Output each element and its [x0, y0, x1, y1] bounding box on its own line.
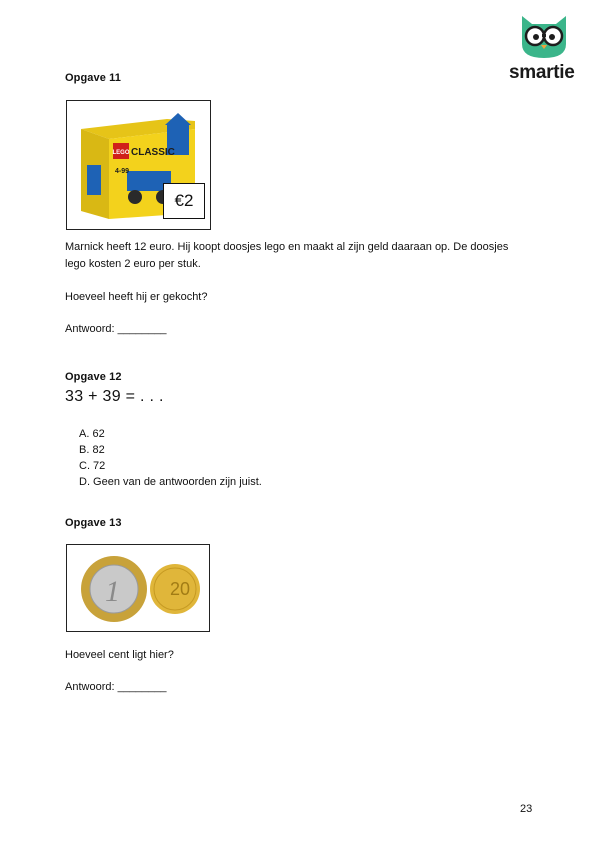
q12-option-d: D. Geen van de antwoorden zijn juist. [79, 476, 262, 488]
lego-age-text: 4-99 [115, 168, 130, 175]
q12-option-c: C. 72 [79, 460, 106, 472]
q11-text-line1: Marnick heeft 12 euro. Hij koopt doosjes lego en maakt al zijn geld daaraan op. De doosjes [65, 241, 509, 253]
q12-option-b: B. 82 [79, 444, 105, 456]
price-tag: €2 [163, 183, 205, 219]
q11-heading: Opgave 11 [65, 72, 121, 84]
q12-options [79, 426, 262, 490]
q13-question: Hoeveel cent ligt hier? [65, 649, 174, 661]
coins-image-frame [66, 544, 210, 632]
lego-brand-text: LEGO [112, 150, 130, 156]
q12-heading: Opgave 12 [65, 371, 122, 383]
coin2-value: 20 [170, 579, 191, 599]
q12-equation: 33 + 39 = . . . [65, 388, 164, 405]
owl-icon [518, 14, 570, 60]
lego-label-text: CLASSIC [131, 147, 175, 158]
q11-answer: Antwoord: ________ [65, 323, 167, 335]
q11-question: Hoeveel heeft hij er gekocht? [65, 291, 208, 303]
q12-option-a: A. 62 [79, 428, 105, 440]
logo-text: smartie [509, 62, 575, 83]
q11-text-line2: lego kosten 2 euro per stuk. [65, 258, 201, 270]
coin1-value: 1 [105, 575, 120, 608]
coins-image [67, 545, 209, 631]
q13-answer: Antwoord: ________ [65, 681, 167, 693]
lego-image-frame [66, 100, 211, 230]
page-number: 23 [520, 803, 533, 815]
q13-heading: Opgave 13 [65, 517, 122, 529]
smartie-logo [505, 14, 585, 86]
